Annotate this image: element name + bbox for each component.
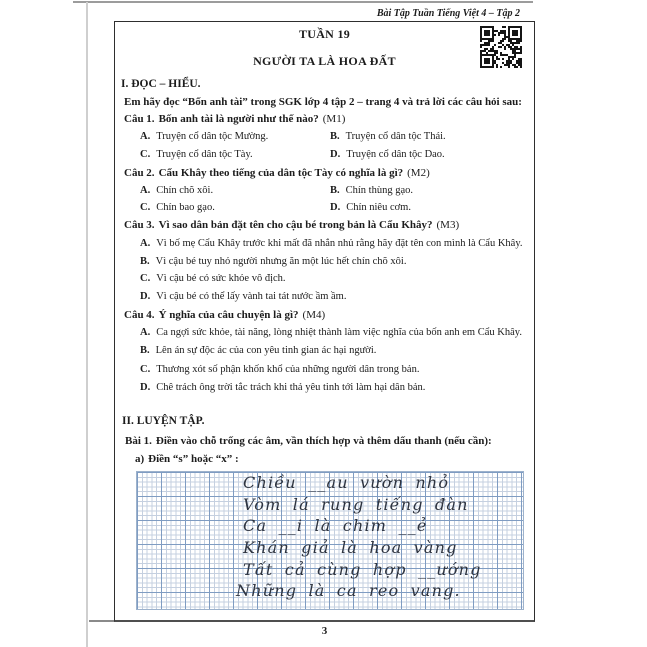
- option-1c-letter: C.: [140, 149, 151, 160]
- option-1c-text: Truyện cổ dân tộc Tày.: [156, 149, 253, 160]
- question-1: [124, 113, 345, 125]
- handwriting-line-5: Tất cả cùng hợp __ướng: [243, 560, 482, 579]
- option-4c-text: Thương xót số phận khốn khổ của những người dân trong bản.: [156, 364, 420, 375]
- option-1d: [330, 149, 445, 160]
- option-1b-letter: B.: [330, 131, 340, 142]
- handwriting-line-1: Chiều __au vườn nhỏ: [243, 473, 450, 492]
- question-1-options-row-2: [140, 149, 445, 160]
- question-2-level: (M2): [407, 167, 430, 179]
- option-3b: [140, 256, 406, 267]
- question-2: [124, 167, 430, 179]
- option-4c: [140, 364, 419, 375]
- option-2a-letter: A.: [140, 185, 151, 196]
- option-1a: [140, 131, 330, 142]
- option-3c-letter: C.: [140, 273, 151, 284]
- option-3d-text: Vì cậu bé có thể lấy vành tai tát nước ầm ầm.: [156, 291, 347, 302]
- option-1b-text: Truyện cổ dân tộc Thái.: [345, 131, 446, 142]
- option-4a-letter: A.: [140, 327, 151, 338]
- handwriting-line-4: Khán giả là hoa vàng: [243, 538, 458, 557]
- option-3a-letter: A.: [140, 238, 151, 249]
- question-3-level: (M3): [436, 219, 460, 231]
- option-4a: [140, 327, 522, 338]
- question-1-text: Bốn anh tài là người như thế nào?: [158, 113, 319, 125]
- option-2d: [330, 202, 411, 213]
- option-3b-letter: B.: [140, 256, 150, 267]
- option-2a: [140, 185, 330, 196]
- option-4b: [140, 345, 376, 356]
- question-1-label: Câu 1.: [124, 113, 155, 125]
- option-3c: [140, 273, 286, 284]
- handwriting-line-6: Những là ca reo vang.: [236, 581, 461, 600]
- option-2b-letter: B.: [330, 185, 340, 196]
- question-3-label: Câu 3.: [124, 219, 155, 231]
- question-1-options-row-1: [140, 131, 446, 142]
- section-reading-label: I. ĐỌC – HIỂU.: [121, 78, 201, 90]
- week-title: TUẦN 19: [298, 27, 351, 41]
- qr-code-icon: [480, 26, 522, 68]
- question-4-level: (M4): [302, 309, 326, 321]
- question-2-options-row-2: [140, 202, 411, 213]
- option-2a-text: Chín chõ xôi.: [156, 185, 214, 196]
- option-4d-letter: D.: [140, 382, 151, 393]
- question-2-options-row-1: [140, 185, 413, 196]
- exercise-1: [125, 435, 492, 447]
- handwriting-line-2: Vòm lá rung tiếng đàn: [243, 495, 469, 514]
- option-1a-text: Truyện cổ dân tộc Mường.: [156, 131, 269, 142]
- question-3: [124, 219, 459, 231]
- book-title-header: Bài Tập Tuần Tiếng Việt 4 – Tập 2: [376, 8, 520, 19]
- option-3a: [140, 238, 523, 249]
- exercise-1a: [135, 453, 239, 465]
- option-2c-text: Chín bao gạo.: [156, 202, 215, 213]
- question-1-level: (M1): [322, 113, 346, 125]
- question-4-text: Ý nghĩa của câu chuyện là gì?: [158, 309, 299, 321]
- option-4b-letter: B.: [140, 345, 150, 356]
- option-4a-text: Ca ngợi sức khỏe, tài năng, lòng nhiệt thành làm việc nghĩa của bốn anh em Cẩu Khây.: [156, 327, 522, 338]
- option-2b-text: Chín thùng gạo.: [345, 185, 414, 196]
- option-3b-text: Vì cậu bé tuy nhỏ người nhưng ăn một lúc hết chín chõ xôi.: [155, 256, 407, 267]
- option-1c: [140, 149, 330, 160]
- option-1b: [330, 131, 446, 142]
- option-2d-text: Chín niêu cơm.: [346, 202, 411, 213]
- photo-page-left-edge: [86, 2, 88, 647]
- lesson-title: NGƯỜI TA LÀ HOA ĐẤT: [253, 54, 396, 68]
- option-4d: [140, 382, 425, 393]
- question-3-text: Vì sao dân bản đặt tên cho cậu bé trong bản là Cẩu Khây?: [158, 219, 433, 231]
- handwriting-grid: [136, 471, 524, 610]
- photo-page-bottom-edge: [89, 620, 116, 622]
- question-4: [124, 309, 325, 321]
- page-number: 3: [321, 625, 328, 637]
- option-1a-letter: A.: [140, 131, 151, 142]
- option-3d: [140, 291, 346, 302]
- option-2b: [330, 185, 413, 196]
- option-2c: [140, 202, 330, 213]
- reading-instruction: Em hãy đọc “Bốn anh tài” trong SGK lớp 4 tập 2 – trang 4 và trả lời các câu hỏi sau:: [124, 96, 522, 108]
- section-practice-label: II. LUYỆN TẬP.: [122, 415, 205, 427]
- option-3d-letter: D.: [140, 291, 151, 302]
- option-1d-letter: D.: [330, 149, 341, 160]
- option-2d-letter: D.: [330, 202, 341, 213]
- option-2c-letter: C.: [140, 202, 151, 213]
- option-3a-text: Vì bố mẹ Cẩu Khây trước khi mất đã nhắn nhủ rằng hãy đặt tên con mình là Cẩu Khây.: [156, 238, 523, 249]
- exercise-1-text: Điền vào chỗ trống các âm, vần thích hợp và thêm dấu thanh (nếu cần):: [155, 435, 492, 447]
- option-1d-text: Truyện cổ dân tộc Dao.: [346, 149, 445, 160]
- exercise-1-label: Bài 1.: [125, 435, 152, 447]
- exercise-1a-text: Điền “s” hoặc “x” :: [148, 453, 239, 465]
- photo-page-top-edge: [73, 1, 533, 3]
- option-4d-text: Chê trách ông trời tắc trách khi thả yêu tinh tới làm hại dân bản.: [156, 382, 426, 393]
- option-4b-text: Lên án sự độc ác của con yêu tinh gian ác hại người.: [155, 345, 377, 356]
- option-3c-text: Vì cậu bé có sức khỏe vô địch.: [156, 273, 286, 284]
- handwriting-line-3: Ca __i là chim __ẻ: [243, 516, 428, 535]
- question-2-text: Cẩu Khây theo tiếng của dân tộc Tày có nghĩa là gì?: [158, 167, 404, 179]
- worksheet-border-box: [114, 21, 535, 622]
- exercise-1a-label: a): [135, 453, 145, 465]
- option-4c-letter: C.: [140, 364, 151, 375]
- question-2-label: Câu 2.: [124, 167, 155, 179]
- question-4-label: Câu 4.: [124, 309, 155, 321]
